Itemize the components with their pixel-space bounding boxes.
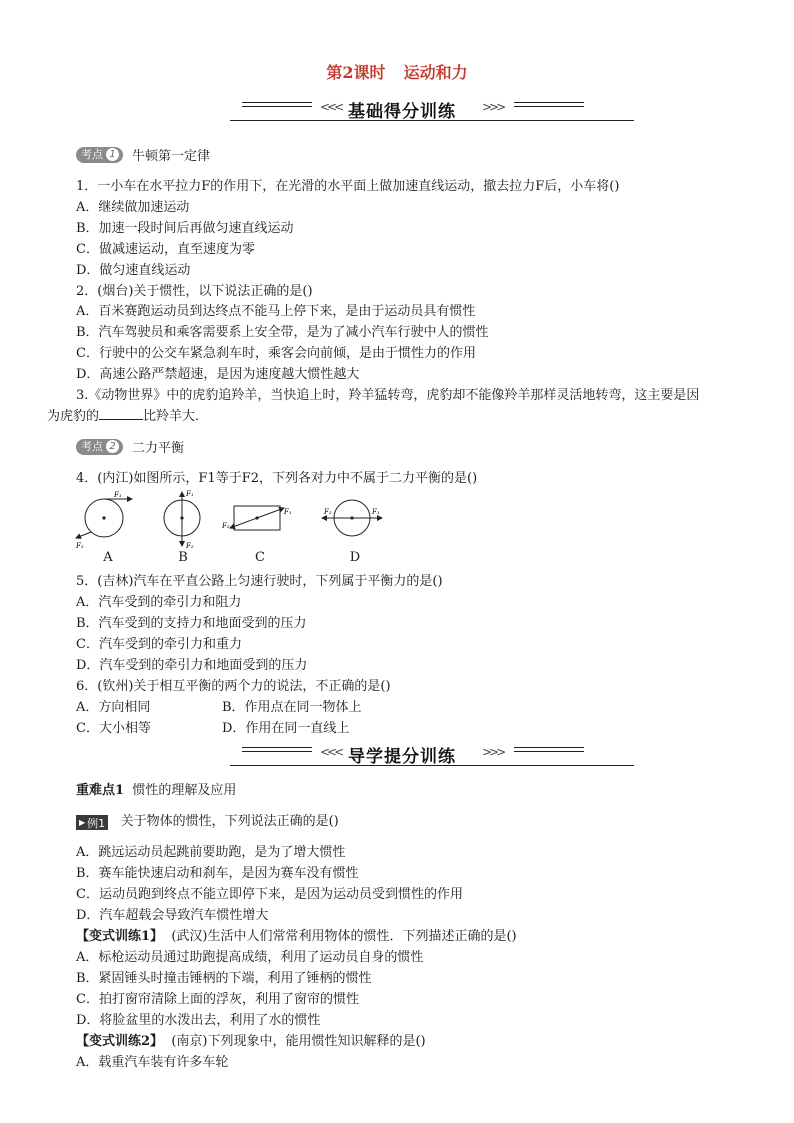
topic-badge: 考点 2 bbox=[76, 439, 123, 455]
diagram-c-f1: F₁ bbox=[284, 508, 292, 516]
variant-2-option-a: A．载重汽车装有许多车轮 bbox=[76, 1055, 229, 1070]
play-icon: ▶ bbox=[79, 818, 86, 827]
variant-2-stem: 【变式训练2】 (南京)下列现象中，能用惯性知识解释的是() bbox=[76, 1034, 426, 1049]
diagram-b-f1: F₁ bbox=[186, 490, 194, 498]
example-1-option-b: B．赛车能快速启动和刹车，是因为赛车没有惯性 bbox=[76, 866, 359, 881]
diagram-label-a: A bbox=[103, 550, 113, 565]
question-2-option-d: D．高速公路严禁超速，是因为速度越大惯性越大 bbox=[76, 367, 360, 382]
example-badge: ▶ 例1 bbox=[76, 815, 108, 830]
diagram-a-f1: F₁ bbox=[114, 491, 122, 499]
lesson-number: 第2课时 bbox=[326, 63, 386, 82]
question-6-option-d: D．作用在同一直线上 bbox=[222, 721, 350, 736]
diagram-a bbox=[75, 491, 132, 550]
question-1-option-c: C．做减速运动，直至速度为零 bbox=[76, 242, 255, 257]
question-6-option-c: C．大小相等 bbox=[76, 721, 151, 736]
question-5-option-b: B．汽车受到的支持力和地面受到的压力 bbox=[76, 616, 307, 631]
question-4-stem: 4．(内江)如图所示，F1等于F2，下列各对力中不属于二力平衡的是() bbox=[76, 471, 478, 486]
variant-1-option-b: B．紧固锤头时撞击锤柄的下端，利用了锤柄的惯性 bbox=[76, 971, 372, 986]
question-2-stem: 2．(烟台)关于惯性，以下说法正确的是() bbox=[76, 284, 313, 299]
diagram-label-d: D bbox=[349, 550, 361, 565]
example-1-option-c: C．运动员跑到终点不能立即停下来，是因为运动员受到惯性的作用 bbox=[76, 887, 463, 902]
diagram-d-f1: F₁ bbox=[372, 508, 380, 516]
diagram-b-f2: F₂ bbox=[186, 542, 194, 550]
section-banner-guided bbox=[230, 741, 634, 767]
question-5-option-d: D．汽车受到的牵引力和地面受到的压力 bbox=[76, 658, 308, 673]
question-1-stem: 1．一小车在水平拉力F的作用下，在光滑的水平面上做加速直线运动，撤去拉力F后，小车将() bbox=[76, 179, 620, 194]
chevron-right-icon: >>> bbox=[482, 745, 504, 759]
variant-1-option-c: C．拍打窗帘清除上面的浮灰，利用了窗帘的惯性 bbox=[76, 992, 359, 1007]
question-1-option-b: B．加速一段时间后再做匀速直线运动 bbox=[76, 221, 294, 236]
question-2-option-c: C．行驶中的公交车紧急刹车时，乘客会向前倾，是由于惯性力的作用 bbox=[76, 346, 476, 361]
section-banner-basic bbox=[230, 96, 634, 122]
question-5-stem: 5．(吉林)汽车在平直公路上匀速行驶时，下列属于平衡力的是() bbox=[76, 574, 443, 589]
topic-label: 二力平衡 bbox=[132, 441, 185, 456]
topic-label: 牛顿第一定律 bbox=[132, 149, 211, 164]
diagram-label-b: B bbox=[178, 550, 188, 565]
question-2-option-b: B．汽车驾驶员和乘客需要系上安全带，是为了减小汽车行驶中人的惯性 bbox=[76, 325, 489, 340]
question-1-option-a: A．继续做加速运动 bbox=[76, 200, 190, 215]
diagram-a-f2: F₂ bbox=[76, 542, 84, 550]
lesson-topic: 运动和力 bbox=[403, 63, 468, 82]
force-diagrams bbox=[70, 486, 390, 552]
question-6-option-b: B．作用点在同一物体上 bbox=[222, 700, 362, 715]
diagram-label-c: C bbox=[255, 550, 265, 565]
topic-badge: 考点 1 bbox=[76, 147, 123, 163]
question-2-option-a: A．百米赛跑运动员到达终点不能马上停下来，是由于运动员具有惯性 bbox=[76, 304, 476, 319]
variant-1-stem: 【变式训练1】 (武汉)生活中人们常常利用物体的惯性．下列描述正确的是() bbox=[76, 929, 517, 944]
section-title-basic: 基础得分训练 bbox=[348, 102, 456, 122]
chevron-right-icon: >>> bbox=[482, 100, 504, 114]
example-1-option-d: D．汽车超载会导致汽车惯性增大 bbox=[76, 908, 269, 923]
page-title bbox=[0, 60, 794, 83]
key-point-header: 重难点1 惯性的理解及应用 bbox=[76, 783, 237, 798]
question-5-option-c: C．汽车受到的牵引力和重力 bbox=[76, 637, 242, 652]
question-6-stem: 6．(钦州)关于相互平衡的两个力的说法，不正确的是() bbox=[76, 679, 391, 694]
topic-header-2 bbox=[76, 437, 184, 456]
question-1-option-d: D．做匀速直线运动 bbox=[76, 263, 191, 278]
example-1-option-a: A．跳远运动员起跳前要助跑，是为了增大惯性 bbox=[76, 845, 346, 860]
question-6-option-a: A．方向相同 bbox=[76, 700, 151, 715]
chevron-left-icon: <<< bbox=[320, 745, 342, 759]
chevron-left-icon: <<< bbox=[320, 100, 342, 114]
example-1-stem: ▶ 例1 关于物体的惯性，下列说法正确的是() bbox=[76, 810, 339, 830]
diagram-d bbox=[322, 500, 382, 536]
diagram-b bbox=[164, 490, 200, 550]
diagram-d-f2: F₂ bbox=[324, 508, 332, 516]
diagram-c bbox=[221, 506, 292, 530]
question-3-line-1: 3.《动物世界》中的虎豹追羚羊，当快追上时，羚羊猛转弯，虎豹却不能像羚羊那样灵活地转弯，这主要是因 bbox=[76, 388, 700, 403]
question-3-line-2: 为虎豹的 比羚羊大． bbox=[47, 409, 209, 424]
answer-blank[interactable] bbox=[99, 407, 143, 420]
diagram-c-f2: F₂ bbox=[222, 522, 230, 530]
topic-header-1 bbox=[76, 145, 210, 164]
question-5-option-a: A．汽车受到的牵引力和阻力 bbox=[76, 595, 242, 610]
section-title-guided: 导学提分训练 bbox=[348, 747, 456, 767]
variant-1-option-a: A．标枪运动员通过助跑提高成绩，利用了运动员自身的惯性 bbox=[76, 950, 424, 965]
variant-1-option-d: D．将脸盆里的水泼出去，利用了水的惯性 bbox=[76, 1013, 321, 1028]
